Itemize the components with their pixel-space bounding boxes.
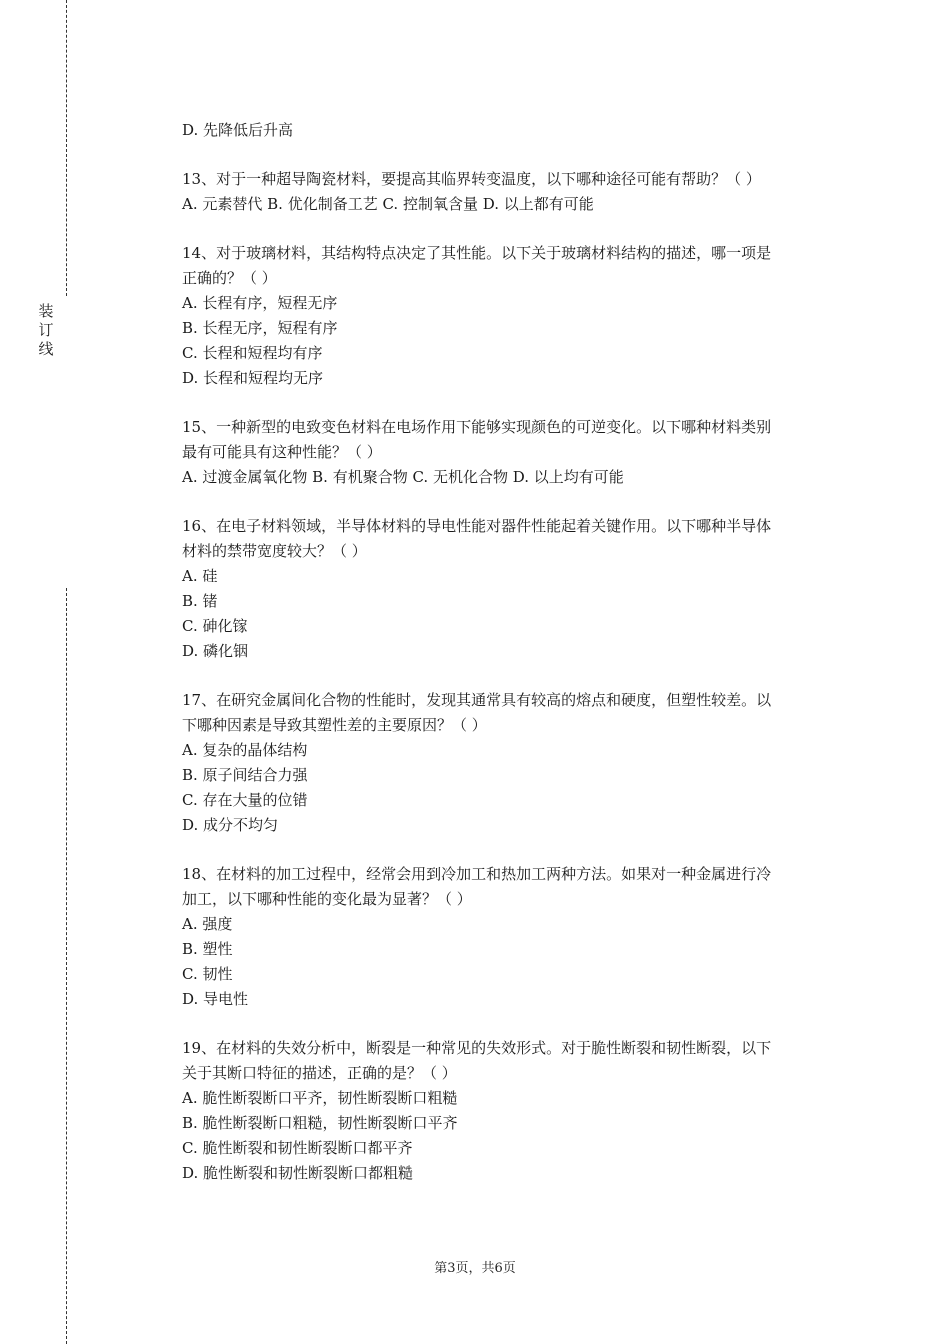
option: D. 磷化铟 — [182, 642, 249, 660]
question-stem: 18、在材料的加工过程中，经常会用到冷加工和热加工两种方法。如果对一种金属进行冷 — [182, 865, 772, 883]
option: B. 锗 — [182, 592, 218, 610]
option: A. 脆性断裂断口平齐，韧性断裂断口粗糙 — [182, 1089, 458, 1107]
option: A. 元素替代 B. 优化制备工艺 C. 控制氧含量 D. 以上都有可能 — [182, 195, 594, 213]
option: B. 脆性断裂断口粗糙，韧性断裂断口平齐 — [182, 1114, 458, 1132]
option: D. 长程和短程均无序 — [182, 369, 324, 387]
question-stem: 13、对于一种超导陶瓷材料，要提高其临界转变温度，以下哪种途径可能有帮助？（ ） — [182, 170, 761, 188]
binding-label-char: 线 — [38, 340, 54, 358]
option: B. 原子间结合力强 — [182, 766, 308, 784]
option: A. 强度 — [182, 915, 233, 933]
option: D. 先降低后升高 — [182, 121, 294, 139]
option: D. 导电性 — [182, 990, 249, 1008]
question-12-tail — [182, 118, 842, 143]
question-stem: 最有可能具有这种性能？（ ） — [182, 443, 382, 461]
option: B. 长程无序，短程有序 — [182, 319, 338, 337]
option: C. 脆性断裂和韧性断裂断口都平齐 — [182, 1139, 413, 1157]
question-stem: 16、在电子材料领域，半导体材料的导电性能对器件性能起着关键作用。以下哪种半导体 — [182, 517, 772, 535]
question-stem: 14、对于玻璃材料，其结构特点决定了其性能。以下关于玻璃材料结构的描述，哪一项是 — [182, 244, 772, 262]
option: B. 塑性 — [182, 940, 233, 958]
question-stem: 正确的？（ ） — [182, 269, 277, 287]
option: A. 过渡金属氧化物 B. 有机聚合物 C. 无机化合物 D. 以上均有可能 — [182, 468, 624, 486]
question-14 — [182, 241, 842, 391]
binding-label-char: 订 — [38, 321, 54, 339]
question-15 — [182, 415, 842, 490]
question-stem: 19、在材料的失效分析中，断裂是一种常见的失效形式。对于脆性断裂和韧性断裂，以下 — [182, 1039, 772, 1057]
question-17 — [182, 688, 842, 838]
page-number-footer: 第3页，共6页 — [434, 1261, 516, 1276]
question-19 — [182, 1036, 842, 1186]
option: C. 长程和短程均有序 — [182, 344, 323, 362]
question-18 — [182, 862, 842, 1012]
option: A. 长程有序，短程无序 — [182, 294, 338, 312]
question-16 — [182, 514, 842, 664]
option: A. 硅 — [182, 567, 218, 585]
option: C. 砷化镓 — [182, 617, 248, 635]
binding-margin-dashed-line-top — [66, 0, 67, 296]
option: C. 存在大量的位错 — [182, 791, 308, 809]
binding-margin-dashed-line-bottom — [66, 588, 67, 1344]
question-13 — [182, 167, 842, 217]
option: D. 脆性断裂和韧性断裂断口都粗糙 — [182, 1164, 414, 1182]
question-stem: 材料的禁带宽度较大？（ ） — [182, 542, 367, 560]
question-stem: 下哪种因素是导致其塑性差的主要原因？（ ） — [182, 716, 487, 734]
option: A. 复杂的晶体结构 — [182, 741, 308, 759]
question-stem: 17、在研究金属间化合物的性能时，发现其通常具有较高的熔点和硬度，但塑性较差。以 — [182, 691, 772, 709]
binding-label-char: 装 — [38, 302, 54, 320]
option: C. 韧性 — [182, 965, 233, 983]
binding-label — [36, 302, 56, 359]
exam-content — [182, 118, 842, 1186]
option: D. 成分不均匀 — [182, 816, 279, 834]
question-stem: 15、一种新型的电致变色材料在电场作用下能够实现颜色的可逆变化。以下哪种材料类别 — [182, 418, 772, 436]
question-stem: 关于其断口特征的描述，正确的是？（ ） — [182, 1064, 457, 1082]
question-stem: 加工，以下哪种性能的变化最为显著？（ ） — [182, 890, 472, 908]
